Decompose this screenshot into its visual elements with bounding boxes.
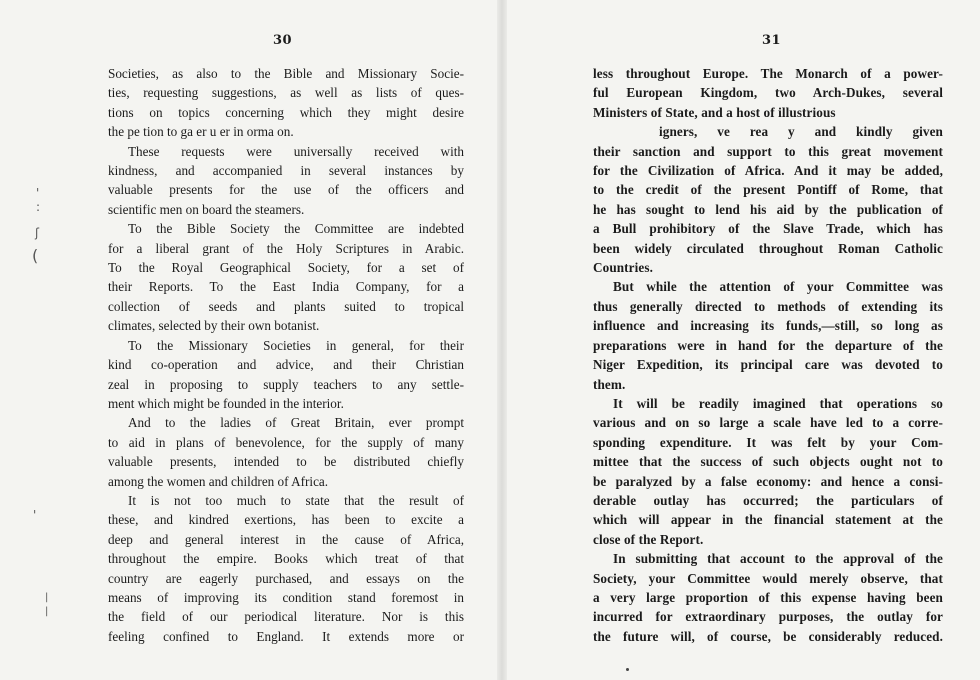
text-line: valuable presents for the use of the officers and [108, 182, 464, 198]
left-margin-bar-2: | [45, 606, 49, 617]
text-line: Ministers of State, and a host of illustrious [593, 104, 836, 120]
text-line: valuable presents, intended to be distributed chiefly [108, 454, 464, 470]
text-line: feeling confined to England. It extends more or [108, 628, 464, 644]
text-line: their Reports. To the East India Company, for a [108, 279, 464, 295]
left-margin-bar-1: | [45, 592, 49, 603]
right-page-paragraphs [593, 64, 943, 646]
right-page [500, 0, 980, 680]
text-line: preparations were in hand for the departure of the [593, 337, 943, 353]
text-line: mittee that the success of such objects ought not to [593, 454, 943, 470]
text-line: To the Bible Society the Committee are indebted [128, 221, 464, 237]
right-page-text [593, 64, 943, 646]
text-line: And to the ladies of Great Britain, ever prompt [128, 415, 464, 431]
text-line: means of improving its condition stand foremost in [108, 589, 464, 605]
text-line: for a liberal grant of the Holy Scriptures in Arabic. [108, 240, 464, 256]
text-line: incurred for extraordinary purposes, the outlay for [593, 609, 943, 625]
text-line: It will be readily imagined that operations so [613, 395, 943, 411]
text-line: Society, your Committee would merely observe, that [593, 570, 943, 586]
text-line: But while the attention of your Committee was [613, 279, 943, 295]
text-line: them. [593, 376, 626, 392]
text-line: close of the Report. [593, 531, 704, 547]
text-line: It is not too much to state that the result of [128, 492, 464, 508]
scan-dot [626, 668, 629, 671]
text-line: To the Missionary Societies in general, for their [128, 337, 464, 353]
text-line: for the Civilization of Africa. And it may be added, [593, 163, 943, 179]
text-line: collection of seeds and plants suited to tropical [108, 298, 464, 314]
text-line: Niger Expedition, its principal care was devoted to [593, 357, 943, 373]
text-line: climates, selected by their own botanist. [108, 318, 320, 334]
text-line: ties, requesting suggestions, as well as lists of ques- [108, 85, 464, 101]
text-line: These requests were universally received with [128, 143, 464, 159]
text-line: tions on topics concerning which they might desire [108, 104, 464, 120]
text-line: these, and kindred exertions, has been to excite a [108, 512, 464, 528]
text-line: among the women and children of Africa. [108, 473, 329, 489]
text-line: kindness, and accompanied in several instances by [108, 163, 464, 179]
text-line: scientific men on board the steamers. [108, 201, 305, 217]
text-line: which will appear in the financial statement at the [593, 512, 943, 528]
left-page-paragraphs [108, 64, 464, 646]
text-line: igners, ve rea y and kindly given [659, 124, 943, 140]
text-line: Societies, as also to the Bible and Missionary Socie- [108, 66, 464, 81]
text-line: less throughout Europe. The Monarch of a power- [593, 66, 943, 81]
text-line: a very large proportion of this expense having been [593, 589, 943, 605]
text-line: their sanction and support to this great movement [593, 143, 943, 159]
left-margin-bracket: ʃ [35, 226, 40, 240]
right-page-number: 31 [762, 33, 782, 48]
text-line: throughout the empire. Books which treat of that [108, 551, 464, 567]
left-margin-tick-3: ' [33, 508, 37, 522]
text-line: to aid in plans of benevolence, for the supply of many [108, 434, 464, 450]
left-margin-tick-1: ' [36, 186, 40, 200]
text-line: he has sought to lend his aid by the publication of [593, 201, 943, 217]
text-line: Countries. [593, 260, 653, 276]
text-line: to the credit of the present Pontiff of Rome, that [593, 182, 943, 198]
text-line: ful European Kingdom, two Arch-Dukes, several [593, 85, 943, 101]
text-line: the field of our periodical literature. Nor is this [108, 609, 464, 625]
text-line: In submitting that account to the approval of the [613, 551, 943, 567]
text-line: been widely circulated throughout Roman Catholic [593, 240, 943, 256]
text-line: kind co-operation and advice, and their Christian [108, 357, 464, 373]
text-line: be paralyzed by a false economy: and hence a consi- [593, 473, 943, 489]
left-page-text [108, 64, 464, 646]
left-margin-paren: ( [32, 246, 39, 265]
text-line: the pe tion to ga er u er in orma on. [108, 124, 294, 140]
left-margin-tick-2: : [36, 200, 41, 214]
left-page-number: 30 [273, 33, 293, 48]
text-line: To the Royal Geographical Society, for a set of [108, 260, 464, 276]
text-line: thus generally directed to methods of extending its [593, 298, 943, 314]
text-line: zeal in proposing to supply teachers to any settle- [108, 376, 464, 392]
text-line: deep and general interest in the cause of Africa, [108, 531, 464, 547]
text-line: ment which might be founded in the interior. [108, 395, 344, 411]
text-line: various and on so large a scale have led to a corre- [593, 415, 943, 431]
text-line: country are eagerly purchased, and essays on the [108, 570, 464, 586]
text-line: the future will, of course, be considerably reduced. [593, 628, 943, 644]
text-line: sponding expenditure. It was felt by your Com- [593, 434, 943, 450]
text-line: derable outlay has occurred; the particulars of [593, 492, 943, 508]
text-line: a Bull prohibitory of the Slave Trade, which has [593, 221, 943, 237]
text-line: influence and increasing its funds,—still, so long as [593, 318, 943, 334]
